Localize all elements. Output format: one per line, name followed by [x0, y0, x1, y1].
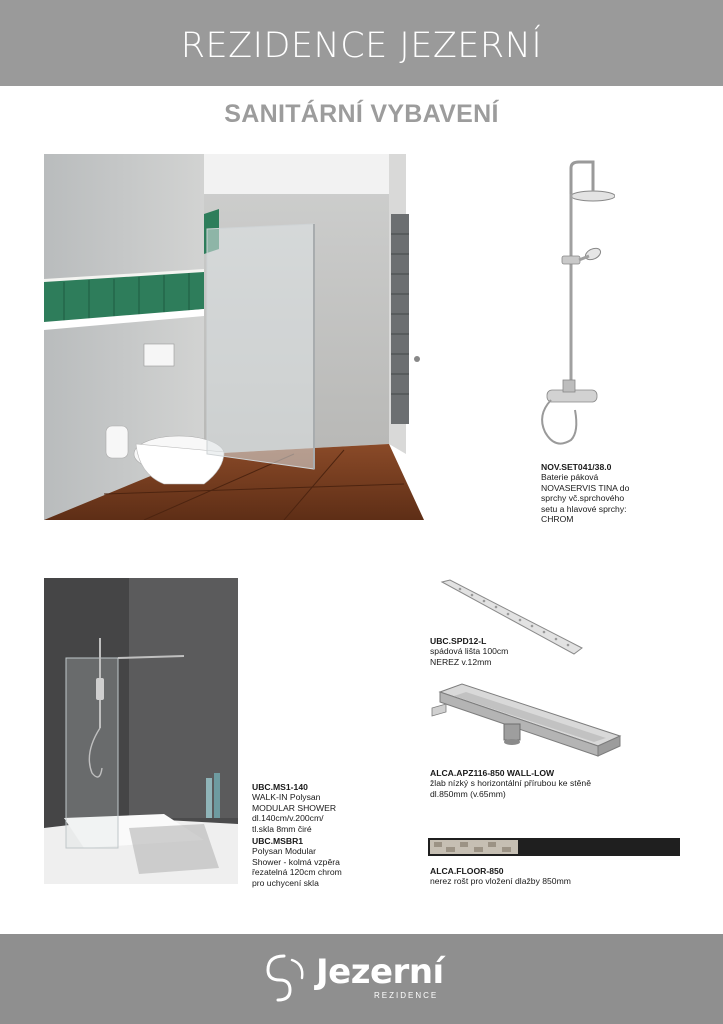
product-code: ALCA.FLOOR-850	[430, 866, 504, 876]
caption-slope-strip	[430, 636, 590, 667]
caption-line: setu a hlavové sprchy:	[541, 503, 627, 514]
walkin-shower-image	[44, 578, 238, 884]
caption-walkin	[252, 782, 362, 834]
section-title: SANITÁRNÍ VYBAVENÍ	[224, 100, 499, 128]
bathroom-render-image	[44, 154, 424, 520]
caption-line: MODULAR SHOWER	[252, 802, 337, 813]
floor-grate-image	[428, 838, 680, 856]
product-code: UBC.MS1-140	[252, 782, 308, 792]
caption-grate	[430, 866, 630, 887]
caption-drain	[430, 768, 630, 799]
caption-line: WALK-IN Polysan	[252, 792, 321, 803]
product-code: UBC.SPD12-L	[430, 636, 487, 646]
header-bar	[0, 0, 723, 86]
caption-line: dl.140cm/v.200cm/	[252, 813, 324, 824]
caption-line: Shower - kolmá vzpěra	[252, 856, 340, 867]
caption-line: pro uchycení skla	[252, 877, 319, 888]
caption-line: dl.850mm (v.65mm)	[430, 788, 506, 799]
caption-line: CHROM	[541, 514, 574, 525]
caption-line: nerez rošt pro vložení dlažby 850mm	[430, 876, 571, 887]
caption-line: sprchy vč.sprchového	[541, 493, 625, 504]
page-title: REZIDENCE JEZERNÍ	[180, 26, 543, 66]
product-code: UBC.MSBR1	[252, 836, 304, 846]
caption-line: žlab nízký s horizontální přírubou ke stěně	[430, 778, 591, 789]
caption-line: spádová lišta 100cm	[430, 646, 509, 657]
shower-set-image	[535, 160, 615, 452]
caption-shower-set	[541, 462, 661, 524]
caption-msbr	[252, 836, 362, 888]
logo-subtitle: REZIDENCE	[374, 991, 439, 1000]
caption-line: NOVASERVIS TINA do	[541, 482, 630, 493]
caption-line: Polysan Modular	[252, 846, 317, 857]
caption-line: Baterie páková	[541, 472, 599, 483]
caption-line: tl.skla 8mm čiré	[252, 823, 312, 834]
logo-swirl-icon	[258, 950, 310, 1006]
caption-line: NEREZ v.12mm	[430, 656, 492, 667]
floor-drain-image	[430, 680, 622, 768]
caption-line: řezatelná 120cm chrom	[252, 867, 342, 878]
logo-name: Jezerní	[316, 952, 444, 992]
product-code: ALCA.APZ116-850 WALL-LOW	[430, 768, 555, 778]
product-code: NOV.SET041/38.0	[541, 462, 612, 472]
jezerni-logo	[258, 950, 458, 1006]
